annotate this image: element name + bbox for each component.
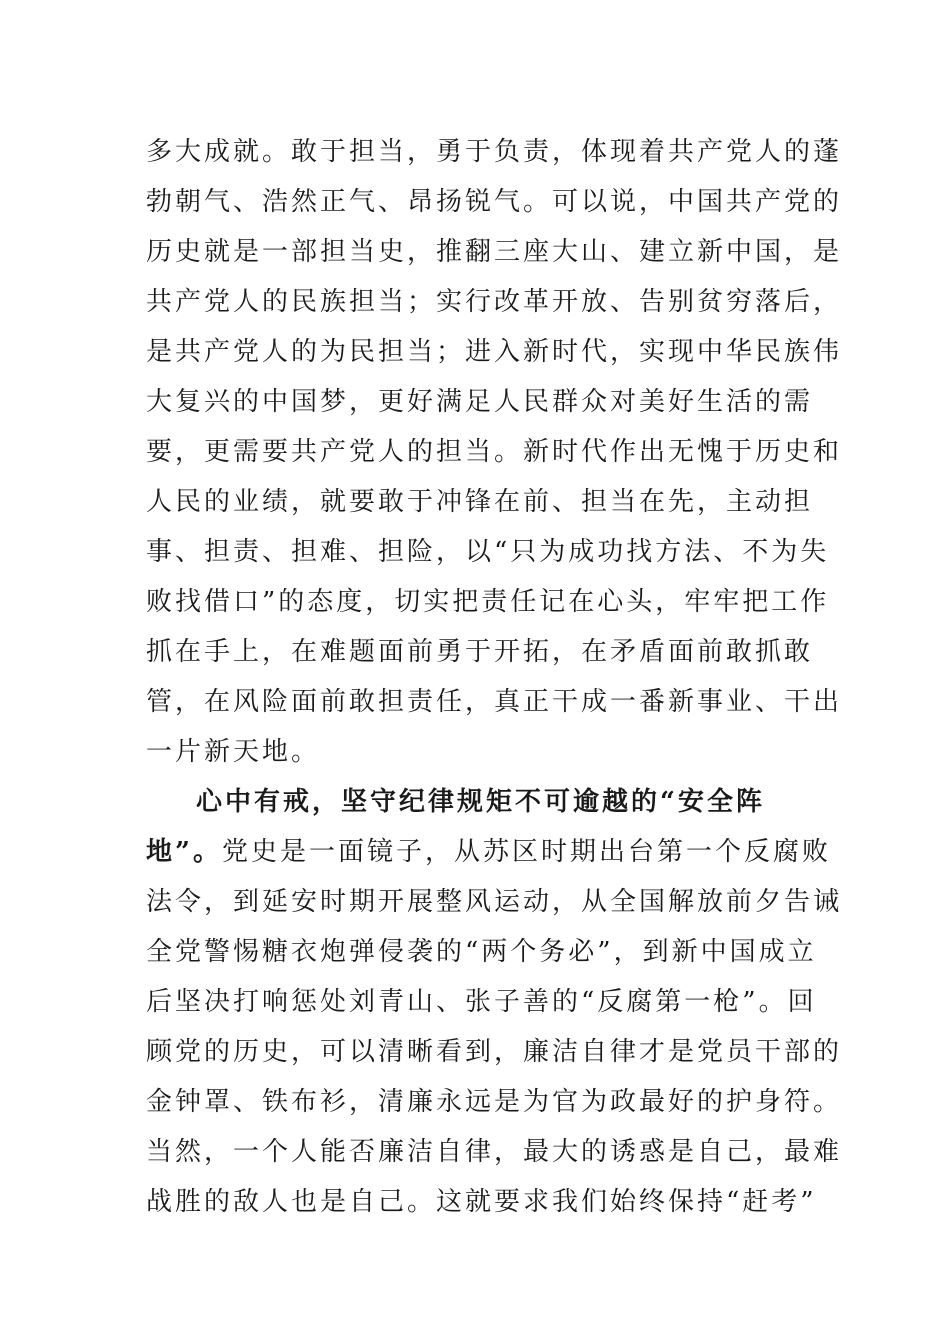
text-line: 全党警惕糖衣炮弹侵袭的“两个务必”，到新中国成立 <box>146 937 817 967</box>
text-span: 党史是一面镜子，从苏区时期出台第一个反腐败 <box>221 837 831 867</box>
text-line: 后坚决打响惩处刘青山、张子善的“反腐第一枪”。回 <box>146 987 817 1017</box>
text-line: 败找借口”的态度，切实把责任记在心头，牢牢把工作 <box>146 587 830 617</box>
text-line: 顾党的历史，可以清晰看到，廉洁自律才是党员干部的 <box>146 1037 843 1067</box>
text-line: 历史就是一部担当史，推翻三座大山、建立新中国，是 <box>146 237 843 267</box>
text-line: 人民的业绩，就要敢于冲锋在前、担当在先，主动担 <box>146 487 814 517</box>
text-line: 大复兴的中国梦，更好满足人民群众对美好生活的需 <box>146 387 814 417</box>
text-line: 多大成就。敢于担当，勇于负责，体现着共产党人的蓬 <box>146 137 843 167</box>
text-line: 要，更需要共产党人的担当。新时代作出无愧于历史和 <box>146 437 843 467</box>
section-heading-end: 地”。 <box>146 837 222 867</box>
text-line: 管，在风险面前敢担责任，真正干成一番新事业、干出 <box>146 687 843 717</box>
text-line: 抓在手上，在难题面前勇于开拓，在矛盾面前敢抓敢 <box>146 637 814 667</box>
text-line: 共产党人的民族担当；实行改革开放、告别贫穷落后， <box>146 287 843 317</box>
text-line: 是共产党人的为民担当；进入新时代，实现中华民族伟 <box>146 337 843 367</box>
text-line <box>146 834 831 870</box>
section-heading: 心中有戒，坚守纪律规矩不可逾越的“安全阵 <box>196 787 765 817</box>
text-line: 一片新天地。 <box>146 737 321 767</box>
text-line: 事、担责、担难、担险，以“只为成功找方法、不为失 <box>146 537 830 567</box>
text-line: 勃朝气、浩然正气、昂扬锐气。可以说，中国共产党的 <box>146 187 843 217</box>
text-line: 战胜的敌人也是自己。这就要求我们始终保持“赶考” <box>146 1187 817 1217</box>
text-line: 金钟罩、铁布衫，清廉永远是为官为政最好的护身符。 <box>146 1087 843 1117</box>
text-line: 当然，一个人能否廉洁自律，最大的诱惑是自己，最难 <box>146 1137 843 1167</box>
text-line: 法令，到延安时期开展整风运动，从全国解放前夕告诫 <box>146 887 843 917</box>
